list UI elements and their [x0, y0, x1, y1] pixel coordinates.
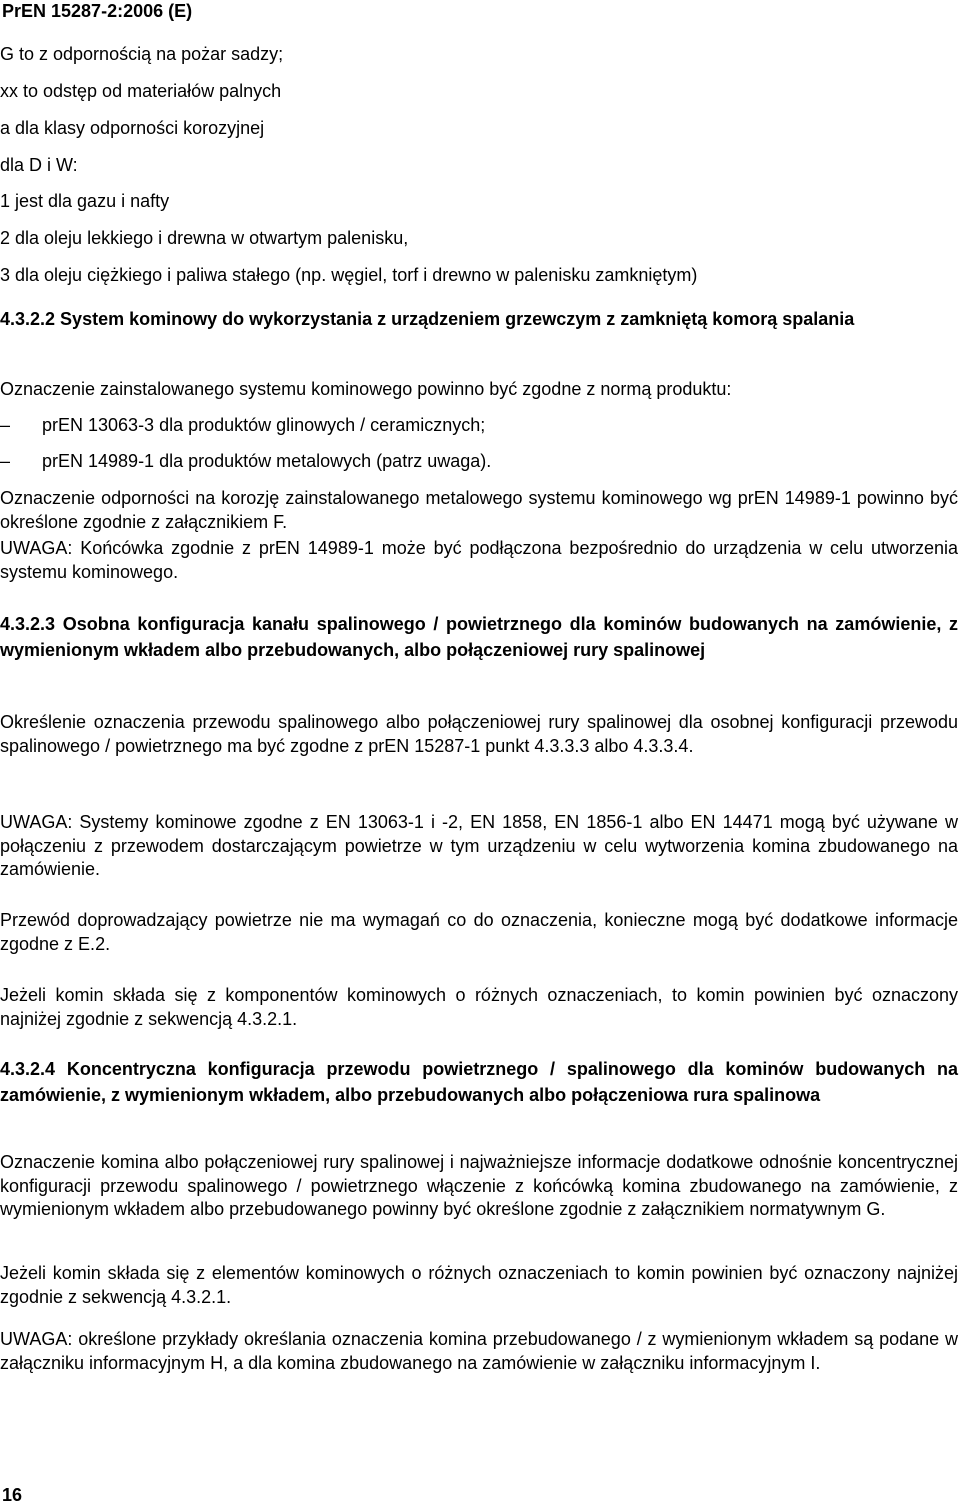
list-item-text: prEN 13063-3 dla produktów glinowych / ceramicznych;: [42, 415, 486, 435]
section-4324-note: UWAGA: określone przykłady określania oznaczenia komina przebudowanego / z wymienionym wkładem są podane w załączniku informacyjnym H, a dla komina zbudowanego na zamówienie w załączniku informacyjnym I.: [0, 1329, 958, 1373]
dash-bullet: –: [0, 415, 11, 435]
legend-line: xx to odstęp od materiałów palnych: [0, 81, 282, 101]
section-4323-paragraph: Przewód doprowadzający powietrze nie ma wymagań co do oznaczenia, konieczne mogą być dodatkowe informacje zgodne z E.2.: [0, 910, 958, 954]
legend-line: 3 dla oleju ciężkiego i paliwa stałego (np. węgiel, torf i drewno w palenisku zamkniętym): [0, 265, 698, 285]
section-4323-note: UWAGA: Systemy kominowe zgodne z EN 13063-1 i -2, EN 1858, EN 1856-1 albo EN 14471 mogą być używane w połączeniu z przewodem dostarczającym powietrze w tym urządzeniu w celu wytworzenia komina zbudowanego na zamówienie.: [0, 812, 958, 879]
legend-line: dla D i W:: [0, 155, 78, 175]
legend-line: 1 jest dla gazu i nafty: [0, 191, 170, 211]
legend-line: a dla klasy odporności korozyjnej: [0, 118, 265, 138]
section-heading-4323: 4.3.2.3 Osobna konfiguracja kanału spalinowego / powietrznego dla kominów budowanych na zamówienie, z wymienionym wkładem albo przebudowanych, albo połączeniowej rury spalinowej: [0, 614, 958, 660]
document-code-header: PrEN 15287-2:2006 (E): [2, 1, 193, 21]
section-4322-note: UWAGA: Końcówka zgodnie z prEN 14989-1 może być podłączona bezpośrednio do urządzenia w celu utworzenia systemu kominowego.: [0, 538, 958, 582]
section-4324-paragraph: Jeżeli komin składa się z elementów kominowych o różnych oznaczeniach to komin powinien być oznaczony najniżej zgodnie z sekwencją 4.3.2.1.: [0, 1263, 958, 1307]
dash-bullet: –: [0, 451, 11, 471]
page-number: 16: [2, 1485, 23, 1505]
section-4323-paragraph: Jeżeli komin składa się z komponentów kominowych o różnych oznaczeniach, to komin powinien być oznaczony najniżej zgodnie z sekwencją 4.3.2.1.: [0, 985, 958, 1029]
section-heading-4324: 4.3.2.4 Koncentryczna konfiguracja przewodu powietrznego / spalinowego dla kominów budowanych na zamówienie, z wymienionym wkładem, albo przebudowanych albo połączeniowa rura spalinowa: [0, 1059, 958, 1105]
section-4322-paragraph: Oznaczenie odporności na korozję zainstalowanego metalowego systemu kominowego wg prEN 14989-1 powinno być określone zgodnie z załącznikiem F.: [0, 488, 958, 532]
section-heading-4322: 4.3.2.2 System kominowy do wykorzystania z urządzeniem grzewczym z zamkniętą komorą spalania: [0, 309, 855, 329]
section-4324-paragraph: Oznaczenie komina albo połączeniowej rury spalinowej i najważniejsze informacje dodatkowe odnośnie koncentrycznej konfiguracji przewodu spalinowego / powietrznego włączenie z końcówką komina zbudowanego na zamówienie, z wymienionym wkładem albo przebudowanego powinny być określone zgodnie z załącznikiem normatywnym G.: [0, 1152, 958, 1219]
legend-line: 2 dla oleju lekkiego i drewna w otwartym palenisku,: [0, 228, 409, 248]
legend-line: G to z odpornością na pożar sadzy;: [0, 44, 284, 64]
list-item-text: prEN 14989-1 dla produktów metalowych (patrz uwaga).: [42, 451, 492, 471]
section-4323-paragraph: Określenie oznaczenia przewodu spalinowego albo połączeniowej rury spalinowej dla osobnej konfiguracji przewodu spalinowego / powietrznego ma być zgodne z prEN 15287-1 punkt 4.3.3.3 albo 4.3.3.4.: [0, 712, 958, 756]
section-4322-intro: Oznaczenie zainstalowanego systemu kominowego powinno być zgodne z normą produktu:: [0, 379, 732, 399]
